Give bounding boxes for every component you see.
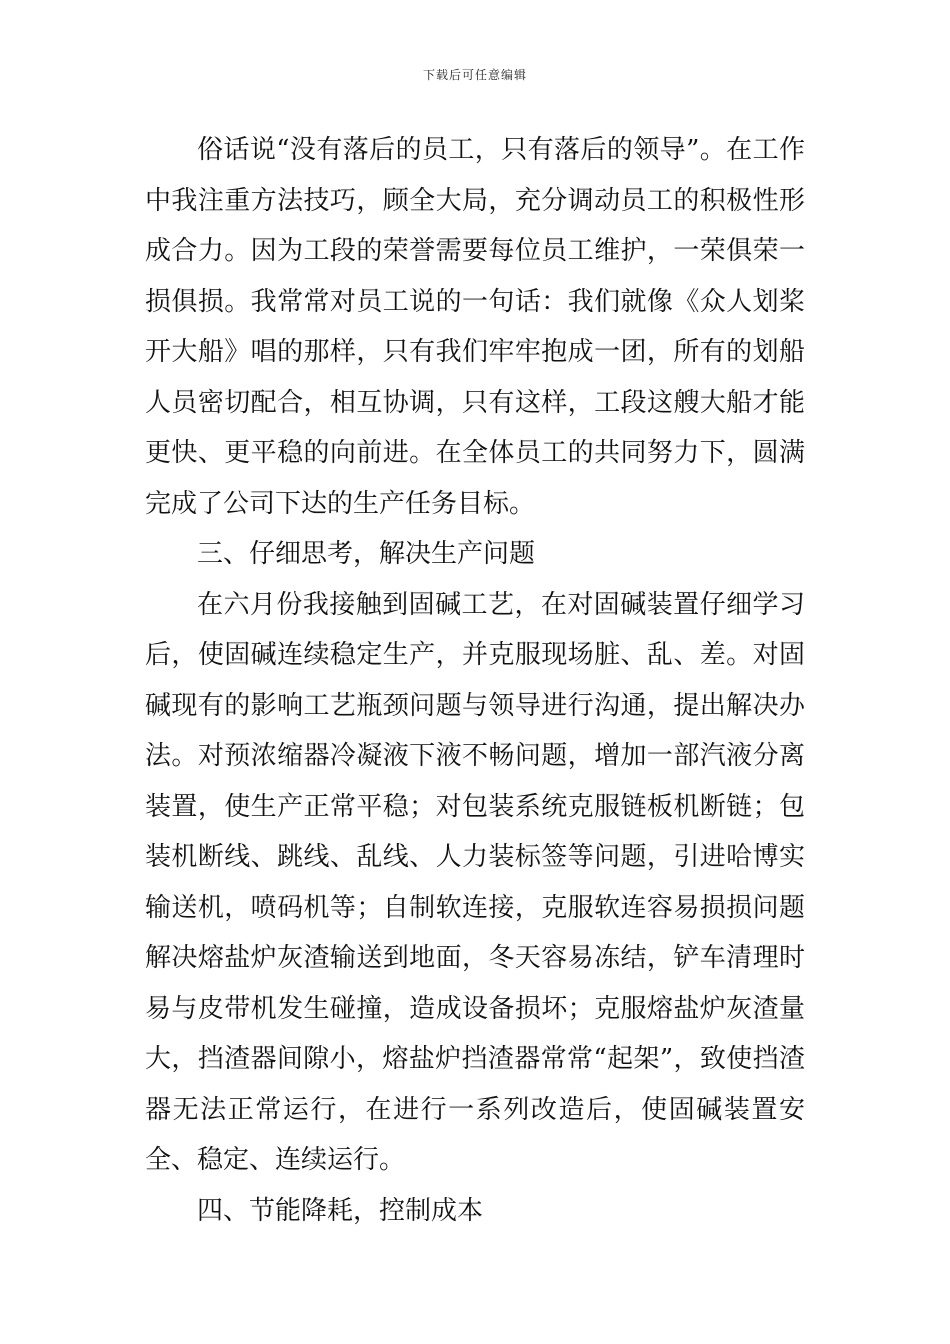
paragraph-production-problems: 在六月份我接触到固碱工艺，在对固碱装置仔细学习后，使固碱连续稳定生产，并克服现场脏、乱、差。对固碱现有的影响工艺瓶颈问题与领导进行沟通，提出解决办法。对预浓缩器冷凝液下液不畅问题，增加一部汽液分离装置，使生产正常平稳；对包装系统克服链板机断链；包装机断线、跳线、乱线、人力装标签等问题，引进哈博实输送机，喷码机等；自制软连接，克服软连容易损损问题解决熔盐炉灰渣输送到地面，冬天容易冻结，铲车清理时易与皮带机发生碰撞，造成设备损坏；克服熔盐炉灰渣量大，挡渣器间隙小，熔盐炉挡渣器常常“起架”，致使挡渣器无法正常运行，在进行一系列改造后，使固碱装置安全、稳定、连续运行。 [145, 589, 805, 1175]
section-heading-4: 四、节能降耗，控制成本 [197, 1195, 484, 1226]
paragraph-leadership: 俗话说“没有落后的员工，只有落后的领导”。在工作中我注重方法技巧，顾全大局，充分调动员工的积极性形成合力。因为工段的荣誉需要每位员工维护，一荣俱荣一损俱损。我常常对员工说的一句话：我们就像《众人划桨开大船》唱的那样，只有我们牢牢抱成一团，所有的划船人员密切配合，相互协调，只有这样，工段这艘大船才能更快、更平稳的向前进。在全体员工的共同努力下，圆满完成了公司下达的生产任务目标。 [145, 135, 805, 519]
document-body [145, 125, 805, 1236]
section-heading-3: 三、仔细思考，解决生产问题 [197, 539, 536, 569]
header-note: 下载后可任意编辑 [422, 68, 527, 82]
